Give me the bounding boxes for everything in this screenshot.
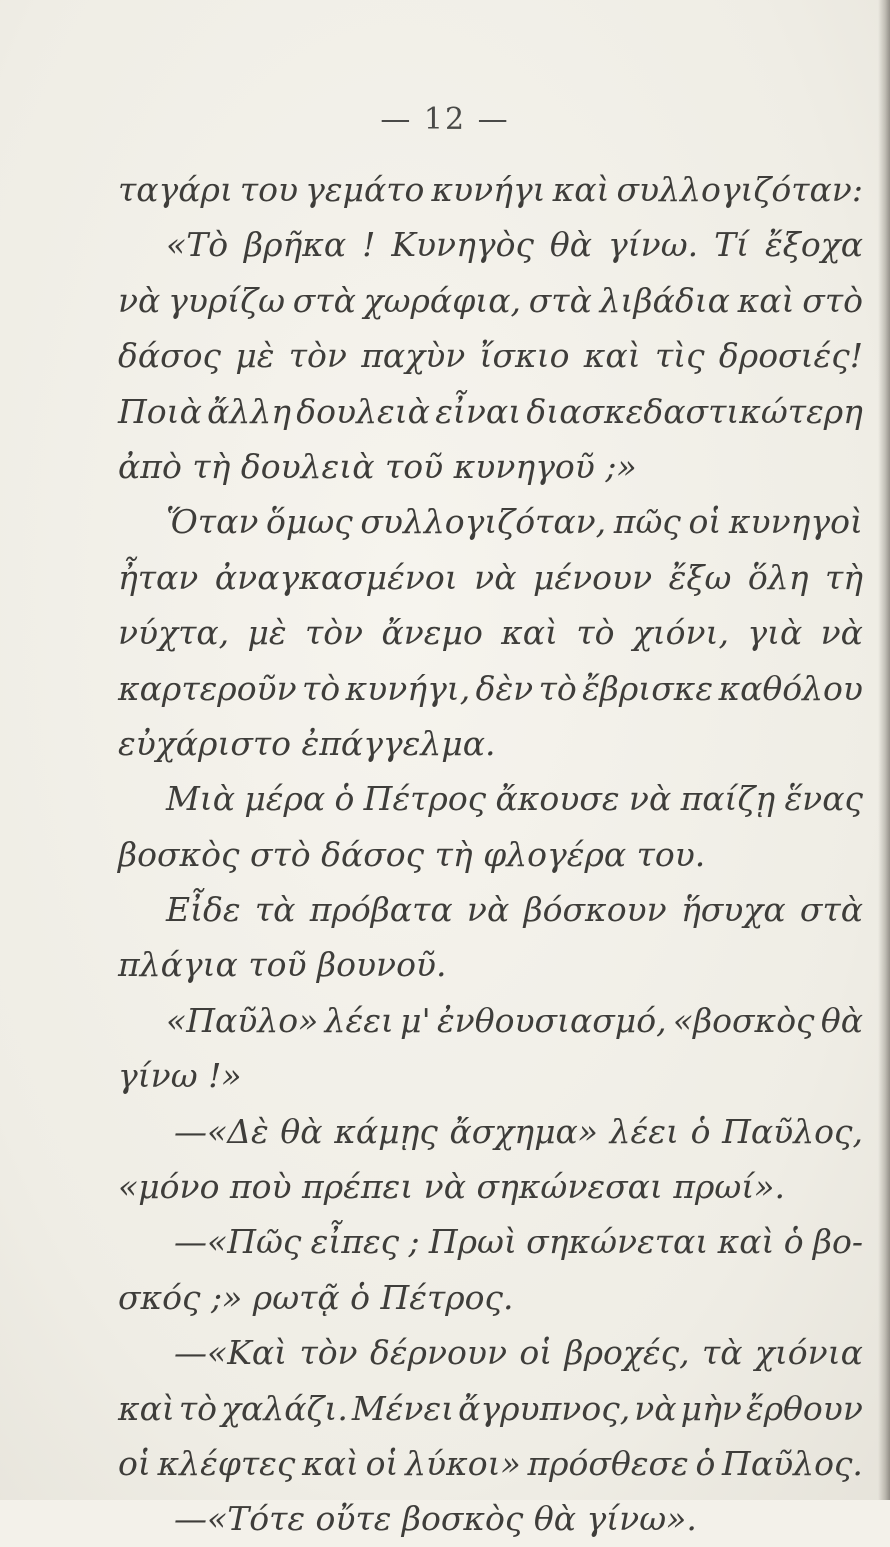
text-line: Μιὰ μέρα ὁ Πέτρος ἄκουσε νὰ παίζῃ ἕνας [166,779,863,819]
text-line: ταγάρι του γεμάτο κυνήγι καὶ συλλογιζόταν: [118,170,863,209]
body-text [118,162,863,1547]
text-line: εὐχάριστο ἐπάγγελμα. [118,723,496,763]
text-line: οἱ κλέφτες καὶ οἱ λύκοι» πρόσθεσε ὁ Παῦλος. [118,1443,863,1483]
page-edge-shadow [878,0,890,1500]
text-line: πλάγια τοῦ βουνοῦ. [118,945,447,985]
text-line: νύχτα, μὲ τὸν ἄνεμο καὶ τὸ χιόνι, γιὰ νὰ [118,613,863,653]
text-line: γίνω !» [118,1056,242,1096]
text-line: —«Δὲ θὰ κάμῃς ἄσχημα» λέει ὁ Παῦλος, [174,1111,863,1151]
text-line: «Παῦλο» λέει μ' ἐνθουσιασμό, «βοσκὸς θὰ [166,1000,863,1040]
page-number: — 12 — [380,102,510,137]
text-line: «μόνο ποὺ πρέπει νὰ σηκώνεσαι πρωί». [118,1167,785,1207]
text-line: —«Πῶς εἶπες ; Πρωὶ σηκώνεται καὶ ὁ βο- [174,1222,863,1262]
text-line: Ὅταν ὅμως συλλογιζόταν, πῶς οἱ κυνηγοὶ [166,502,863,542]
text-line: «Τὸ βρῆκα ! Κυνηγὸς θὰ γίνω. Τί ἔξοχα [166,225,863,265]
text-line: ἀπὸ τὴ δουλειὰ τοῦ κυνηγοῦ ;» [118,446,637,486]
text-line: βοσκὸς στὸ δάσος τὴ φλογέρα του. [118,834,706,874]
text-line: —«Καὶ τὸν δέρνουν οἱ βροχές, τὰ χιόνια [174,1333,863,1373]
text-line: καρτεροῦν τὸ κυνήγι, δὲν τὸ ἔβρισκε καθόλου [118,668,863,708]
text-line: Ποιὰ ἄλλη δουλειὰ εἶναι διασκεδαστικώτερη [118,391,863,431]
text-line: νὰ γυρίζω στὰ χωράφια, στὰ λιβάδια καὶ στὸ [118,280,863,320]
text-line: σκός ;» ρωτᾷ ὁ Πέτρος. [118,1277,514,1317]
text-line: —«Τότε οὔτε βοσκὸς θὰ γίνω». [174,1499,697,1539]
text-line: ἦταν ἀναγκασμένοι νὰ μένουν ἔξω ὅλη τὴ [118,557,863,597]
text-line: Εἶδε τὰ πρόβατα νὰ βόσκουν ἥσυχα στὰ [166,890,863,930]
text-line: καὶ τὸ χαλάζι. Μένει ἄγρυπνος, νὰ μὴν ἔρθουν [118,1388,863,1428]
text-line: δάσος μὲ τὸν παχὺν ἴσκιο καὶ τὶς δροσιές! [118,336,863,376]
